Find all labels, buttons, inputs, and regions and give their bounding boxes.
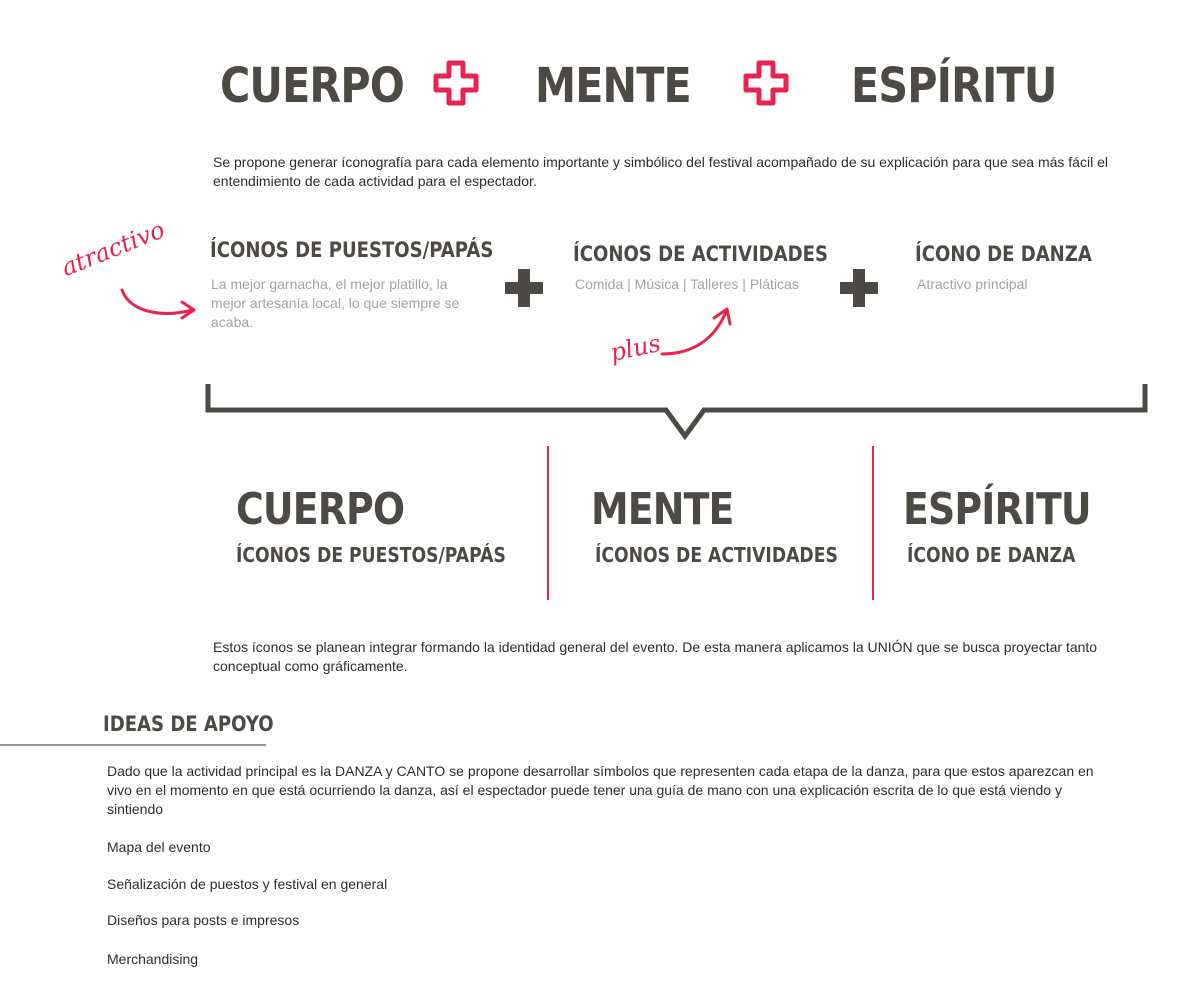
- ideas-paragraph: [107, 762, 1117, 819]
- column-desc-actividades: Comida | Música | Talleres | Pláticas: [575, 276, 799, 292]
- union-word-mente: MENTE: [591, 484, 734, 535]
- union-text-before: Estos íconos se planean integrar formando la identidad general del evento. De esta manera aplicamos la: [213, 639, 868, 655]
- heading-underline: [0, 744, 266, 746]
- title-espiritu: ESPÍRITU: [851, 58, 1057, 114]
- curved-arrow-icon: [118, 286, 200, 326]
- union-sub-mente: ÍCONOS DE ACTIVIDADES: [595, 543, 838, 567]
- union-text-after: que se busca proyectar tanto conceptual como gráficamente.: [213, 639, 1098, 674]
- list-item: Merchandising: [107, 951, 199, 967]
- column-desc-danza: Atractivo principal: [917, 276, 1028, 292]
- list-item: Mapa del evento: [107, 839, 211, 855]
- ideas-highlight-canto: CANTO: [396, 763, 446, 779]
- bracket-icon: [204, 382, 1150, 444]
- union-sub-espiritu: ÍCONO DE DANZA: [907, 543, 1076, 567]
- red-plus-outline-icon: [743, 60, 789, 106]
- ideas-text-after: se propone desarrollar símbolos que representen cada etapa de la danza, para que estos aparezcan en vivo en el momento en que está ocurriendo la danza, así el espectador puede tener una guía de mano con una explicación escrita de lo que está viendo y sintiendo: [107, 763, 1094, 817]
- title-cuerpo: CUERPO: [220, 58, 404, 114]
- union-word-cuerpo: CUERPO: [236, 484, 405, 535]
- column-title-danza: ÍCONO DE DANZA: [915, 242, 1092, 266]
- union-word-espiritu: ESPÍRITU: [903, 484, 1091, 535]
- annotation-atractivo: atractivo: [57, 215, 169, 282]
- red-plus-outline-icon: [433, 60, 479, 106]
- ideas-highlight-danza: DANZA: [335, 763, 382, 779]
- divider-line: [547, 446, 549, 600]
- annotation-plus: plus: [607, 329, 664, 367]
- ideas-text-before: Dado que la actividad principal es la: [107, 763, 336, 779]
- ideas-heading: IDEAS DE APOYO: [103, 712, 274, 736]
- column-desc-puestos: La mejor garnacha, el mejor platillo, la mejor artesanía local, lo que siempre se acaba.: [211, 276, 460, 330]
- ideas-text-mid: y: [381, 763, 397, 779]
- union-sub-cuerpo: ÍCONOS DE PUESTOS/PAPÁS: [236, 543, 506, 567]
- list-item: Diseños para posts e impresos: [107, 912, 300, 928]
- union-paragraph: [213, 638, 1113, 676]
- grey-plus-icon: [839, 268, 879, 308]
- grey-plus-icon: [504, 268, 544, 308]
- column-title-puestos: ÍCONOS DE PUESTOS/PAPÁS: [210, 238, 494, 262]
- list-item: Señalización de puestos y festival en general: [107, 876, 388, 892]
- union-highlight: UNIÓN: [867, 639, 913, 655]
- title-mente: MENTE: [535, 58, 691, 114]
- intro-paragraph: Se propone generar íconografía para cada elemento importante y simbólico del festival acompañado de su explicación para que sea más fácil el entendimiento de cada actividad para el espectador.: [213, 154, 1108, 189]
- curved-arrow-icon: [658, 304, 734, 360]
- column-title-actividades: ÍCONOS DE ACTIVIDADES: [573, 242, 828, 266]
- divider-line: [872, 446, 874, 600]
